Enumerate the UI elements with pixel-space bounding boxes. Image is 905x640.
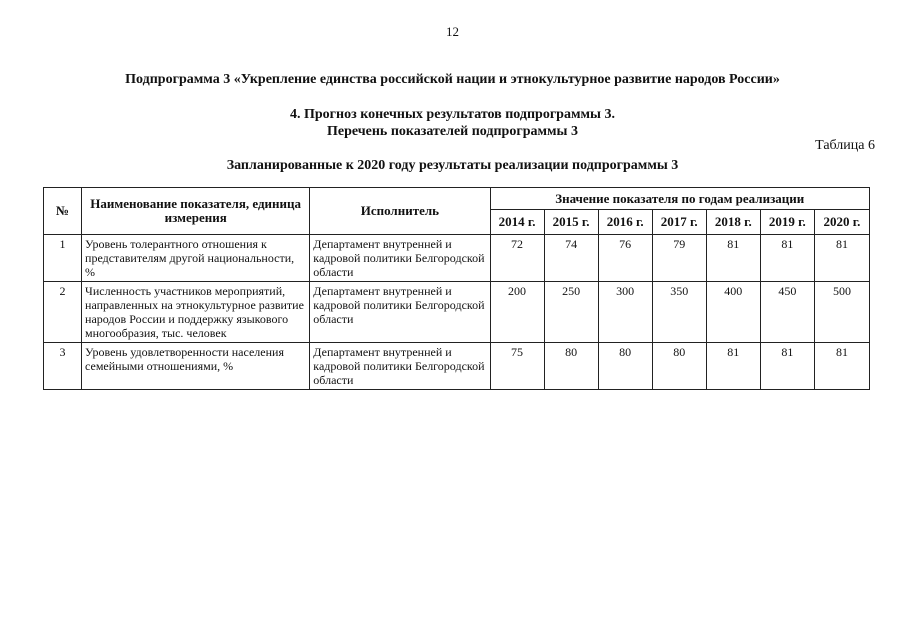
executor: Департамент внутренней и кадровой политики Белгородской области <box>310 235 490 282</box>
executor: Департамент внутренней и кадровой политики Белгородской области <box>310 343 490 390</box>
value-cell: 400 <box>706 282 760 343</box>
header-year: 2014 г. <box>490 210 544 235</box>
subprogram-title: Подпрограмма 3 «Укрепление единства российской нации и этнокультурное развитие народов России» <box>125 72 780 87</box>
section-subtitle: Перечень показателей подпрограммы 3 <box>327 124 578 139</box>
value-cell: 75 <box>490 343 544 390</box>
row-number: 2 <box>44 282 82 343</box>
indicator-name: Численность участников мероприятий, направленных на этнокультурное развитие народов России и поддержку языкового многообразия, тыс. человек <box>82 282 310 343</box>
row-number: 3 <box>44 343 82 390</box>
header-name: Наименование показателя, единица измерения <box>82 188 310 235</box>
results-table <box>43 187 870 390</box>
header-executor: Исполнитель <box>310 188 490 235</box>
section-title: 4. Прогноз конечных результатов подпрограммы 3. <box>290 107 615 122</box>
value-cell: 500 <box>814 282 869 343</box>
table-title: Запланированные к 2020 году результаты реализации подпрограммы 3 <box>226 158 679 173</box>
executor: Департамент внутренней и кадровой политики Белгородской области <box>310 282 490 343</box>
table-row <box>44 343 870 390</box>
value-cell: 80 <box>598 343 652 390</box>
header-year: 2017 г. <box>652 210 706 235</box>
header-year: 2016 г. <box>598 210 652 235</box>
table-label: Таблица 6 <box>815 138 875 153</box>
header-year: 2019 г. <box>760 210 814 235</box>
value-cell: 80 <box>544 343 598 390</box>
value-cell: 80 <box>652 343 706 390</box>
value-cell: 72 <box>490 235 544 282</box>
value-cell: 450 <box>760 282 814 343</box>
header-years-group: Значение показателя по годам реализации <box>490 188 870 210</box>
header-year: 2015 г. <box>544 210 598 235</box>
value-cell: 300 <box>598 282 652 343</box>
indicator-name: Уровень толерантного отношения к представителям другой национальности, % <box>82 235 310 282</box>
value-cell: 81 <box>706 343 760 390</box>
value-cell: 81 <box>814 235 869 282</box>
value-cell: 74 <box>544 235 598 282</box>
row-number: 1 <box>44 235 82 282</box>
value-cell: 81 <box>760 235 814 282</box>
page-number: 12 <box>446 24 459 39</box>
value-cell: 76 <box>598 235 652 282</box>
value-cell: 250 <box>544 282 598 343</box>
table-row <box>44 282 870 343</box>
value-cell: 79 <box>652 235 706 282</box>
indicator-name: Уровень удовлетворенности населения семейными отношениями, % <box>82 343 310 390</box>
value-cell: 350 <box>652 282 706 343</box>
header-year: 2020 г. <box>814 210 869 235</box>
table-row <box>44 235 870 282</box>
value-cell: 81 <box>760 343 814 390</box>
header-num: № <box>44 188 82 235</box>
value-cell: 81 <box>706 235 760 282</box>
value-cell: 81 <box>814 343 869 390</box>
header-year: 2018 г. <box>706 210 760 235</box>
value-cell: 200 <box>490 282 544 343</box>
